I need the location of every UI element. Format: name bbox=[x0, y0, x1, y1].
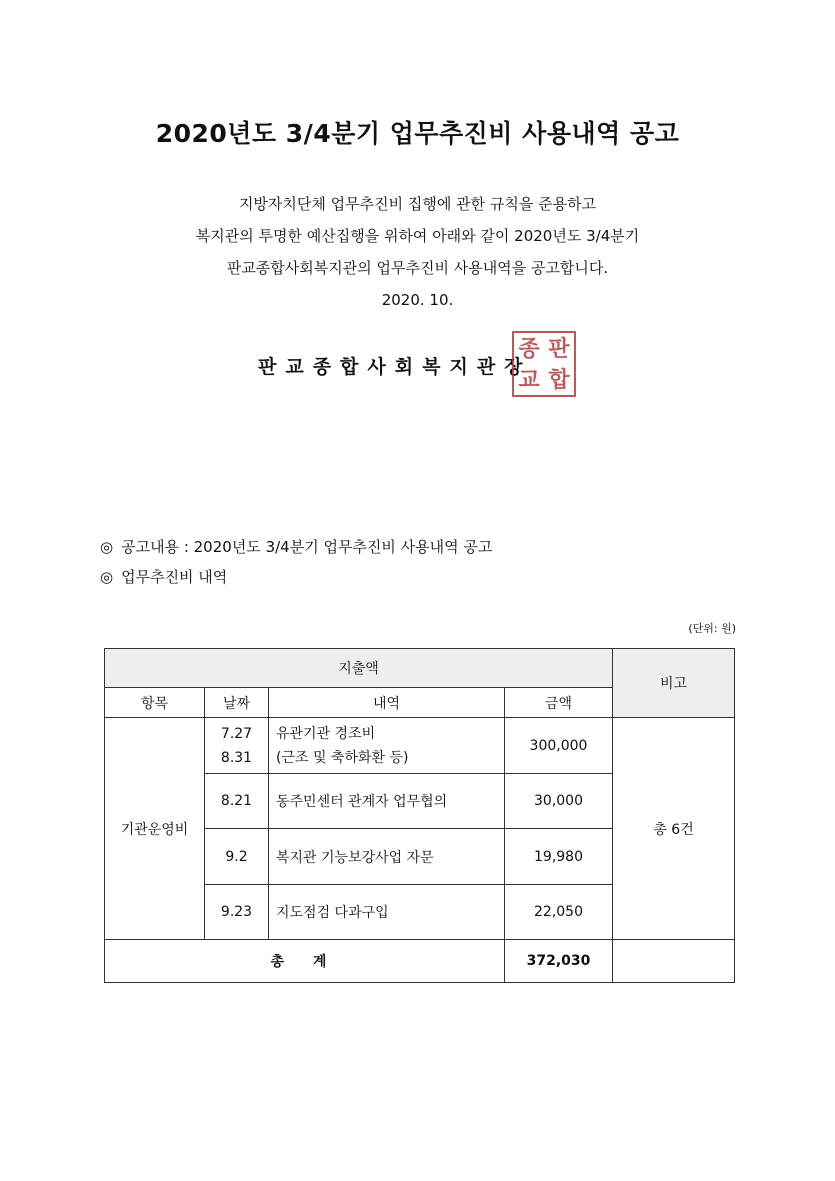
amount-cell: 30,000 bbox=[505, 774, 613, 829]
seal-char: 교 bbox=[518, 366, 540, 393]
date-cell: 9.2 bbox=[205, 829, 269, 885]
notice-date: 2020. 10. bbox=[381, 291, 454, 309]
description-line: 유관기관 경조비 bbox=[276, 725, 376, 742]
date-cell: 9.23 bbox=[205, 885, 269, 940]
date-cell: 8.21 bbox=[205, 774, 269, 829]
bullet-item bbox=[100, 562, 492, 592]
description-cell: 동주민센터 관계자 업무협의 bbox=[269, 774, 505, 829]
organization-signature: 판교종합사회복지관장 bbox=[258, 356, 532, 378]
description-line: (근조 및 축하화환 등) bbox=[276, 749, 409, 766]
total-label: 총 계 bbox=[105, 940, 505, 983]
bullet-text: 업무추진비 내역 bbox=[121, 568, 228, 586]
total-amount: 372,030 bbox=[505, 940, 613, 983]
note-cell: 총 6건 bbox=[613, 718, 735, 940]
seal-char: 합 bbox=[548, 366, 570, 393]
category-cell: 기관운영비 bbox=[105, 718, 205, 940]
column-header: 항목 bbox=[105, 688, 205, 718]
description-cell bbox=[269, 718, 505, 774]
intro-line: 판교종합사회복지관의 업무추진비 사용내역을 공고합니다. bbox=[226, 259, 609, 277]
date-line: 7.27 bbox=[220, 725, 253, 742]
notice-bullets bbox=[100, 532, 492, 592]
intro-line: 지방자치단체 업무추진비 집행에 관한 규칙을 준용하고 bbox=[238, 195, 597, 213]
bullet-item bbox=[100, 532, 492, 562]
unit-label: (단위: 원) bbox=[688, 622, 736, 635]
page-title: 2020년도 3/4분기 업무추진비 사용내역 공고 bbox=[155, 119, 680, 148]
total-row bbox=[105, 940, 735, 983]
intro-paragraph bbox=[0, 188, 835, 316]
description-cell: 복지관 기능보강사업 자문 bbox=[269, 829, 505, 885]
seal-char: 종 bbox=[518, 335, 540, 362]
date-line: 8.31 bbox=[220, 749, 253, 766]
bullet-mark: ◎ bbox=[100, 538, 114, 556]
seal-char: 판 bbox=[548, 335, 570, 362]
expense-table bbox=[104, 648, 735, 983]
note-header: 비고 bbox=[613, 649, 735, 718]
column-header: 날짜 bbox=[205, 688, 269, 718]
intro-line: 복지관의 투명한 예산집행을 위하여 아래와 같이 2020년도 3/4분기 bbox=[195, 227, 640, 245]
date-cell bbox=[205, 718, 269, 774]
table-row bbox=[105, 718, 735, 774]
column-header: 금액 bbox=[505, 688, 613, 718]
total-note-cell bbox=[613, 940, 735, 983]
amount-cell: 300,000 bbox=[505, 718, 613, 774]
bullet-mark: ◎ bbox=[100, 568, 114, 586]
amount-cell: 22,050 bbox=[505, 885, 613, 940]
description-cell: 지도점검 다과구입 bbox=[269, 885, 505, 940]
column-header: 내역 bbox=[269, 688, 505, 718]
bullet-text: 공고내용 : 2020년도 3/4분기 업무추진비 사용내역 공고 bbox=[121, 538, 493, 556]
group-header: 지출액 bbox=[105, 649, 613, 688]
official-seal-stamp bbox=[512, 331, 576, 397]
amount-cell: 19,980 bbox=[505, 829, 613, 885]
